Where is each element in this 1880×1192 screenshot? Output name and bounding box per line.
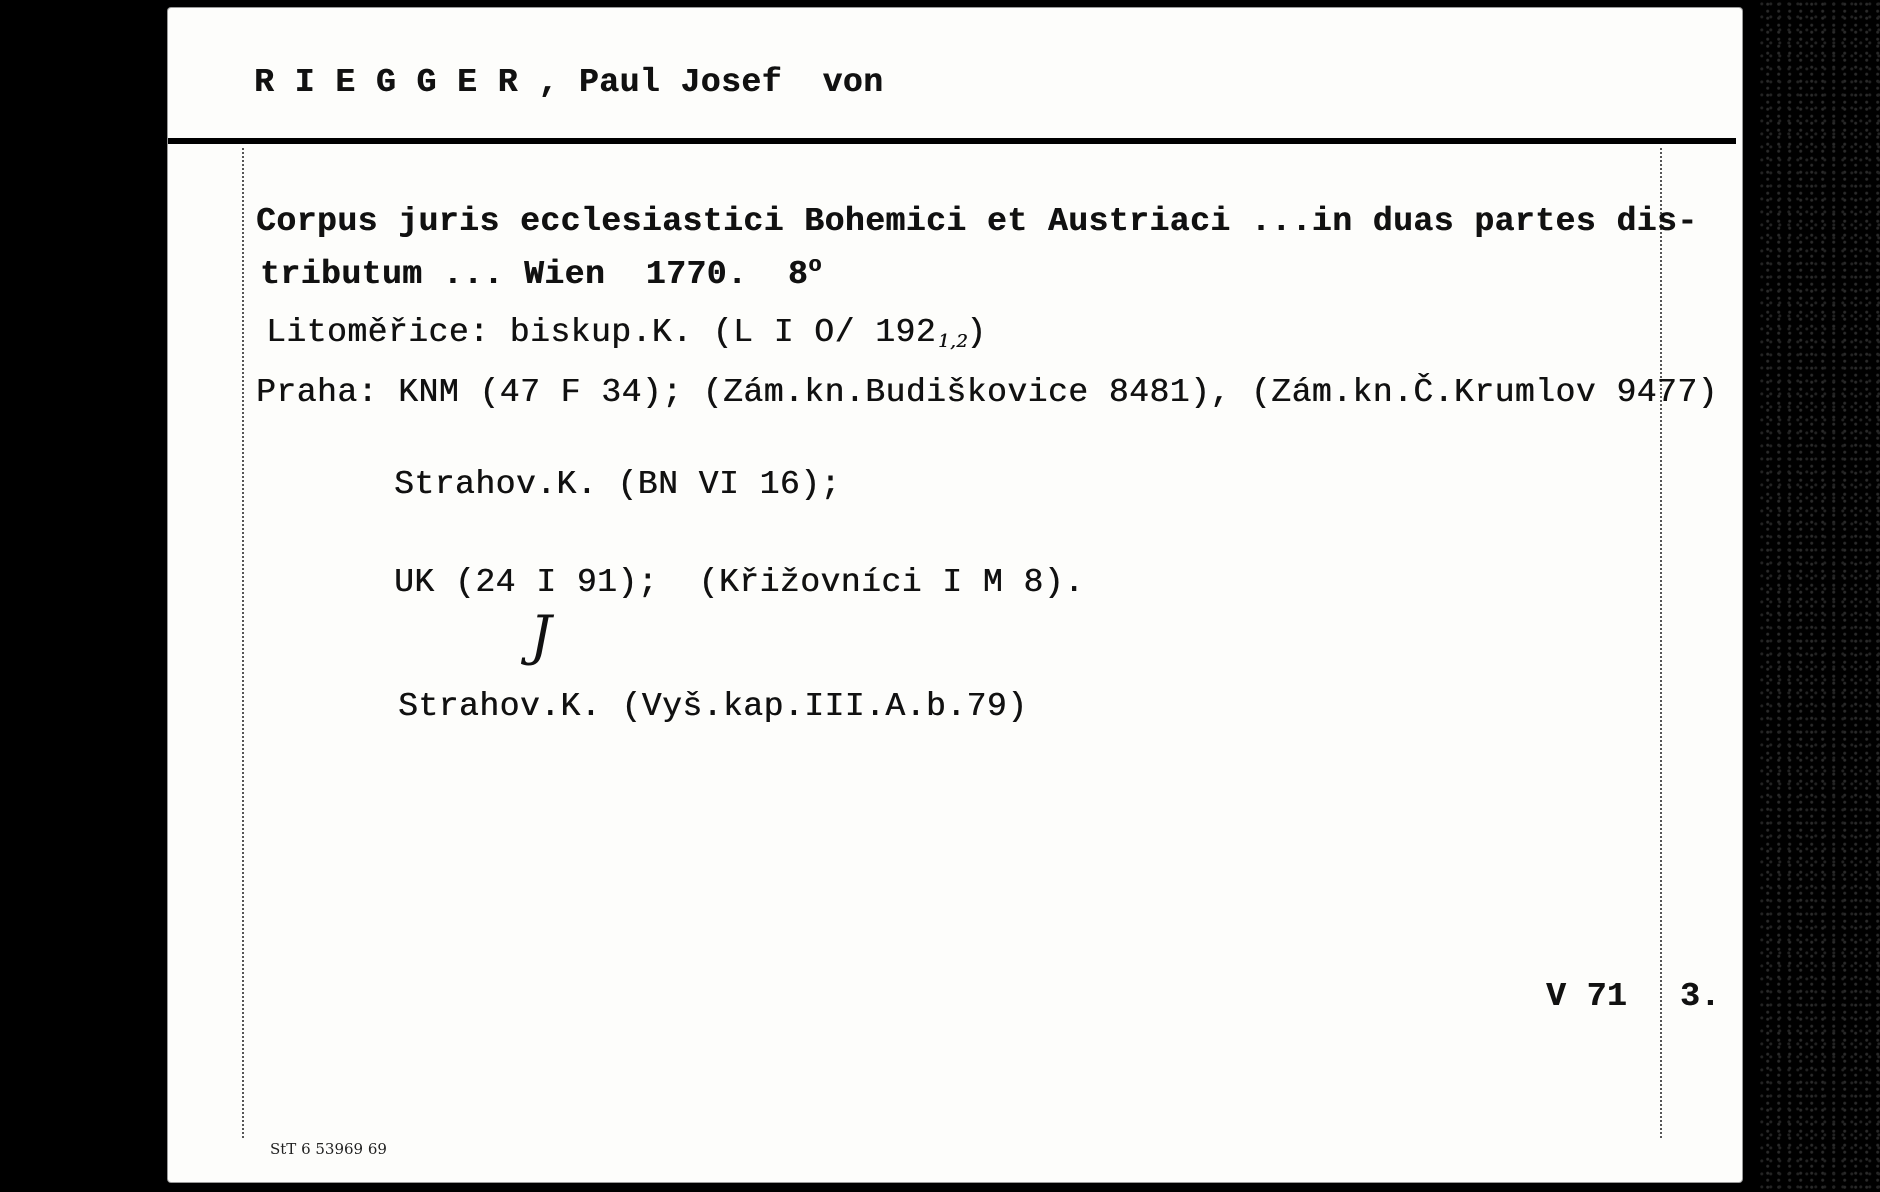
holding-litomerice-handwritten: 1,2 (938, 331, 969, 352)
holding-litomerice-close: ) (966, 314, 987, 351)
holding-strahov-1: Strahov.K. (BN VI 16); (394, 466, 841, 503)
right-margin-line (1660, 148, 1662, 1138)
format-degree: o (808, 253, 822, 278)
catalog-card (168, 8, 1742, 1182)
print-mark: StT 6 53969 69 (270, 1140, 387, 1158)
holding-uk: UK (24 I 91); (Křižovníci I M 8). (394, 564, 1085, 601)
title-line-1: Corpus juris ecclesiastici Bohemici et Austriaci ...in duas partes dis- (256, 203, 1698, 240)
holding-litomerice (266, 314, 986, 351)
title-line-2 (260, 253, 822, 293)
author-heading: R I E G G E R , Paul Josef von (254, 64, 884, 101)
handwritten-correction: J (530, 604, 552, 667)
holding-praha: Praha: KNM (47 F 34); (Zám.kn.Budiškovice 8481), (Zám.kn.Č.Krumlov 9477) (256, 374, 1718, 411)
holding-litomerice-text: Litoměřice: biskup.K. (L I O/ 192 (266, 314, 937, 351)
scan-edge (1760, 0, 1880, 1192)
shelf-code: V 71 (1546, 978, 1628, 1015)
card-number: 3. (1680, 978, 1721, 1015)
holding-strahov-2: Strahov.K. (Vyš.kap.III.A.b.79) (398, 688, 1028, 725)
title-line-2-text: tributum ... Wien 1770. 8 (260, 256, 809, 293)
header-rule (168, 138, 1736, 144)
left-margin-line (242, 148, 244, 1138)
